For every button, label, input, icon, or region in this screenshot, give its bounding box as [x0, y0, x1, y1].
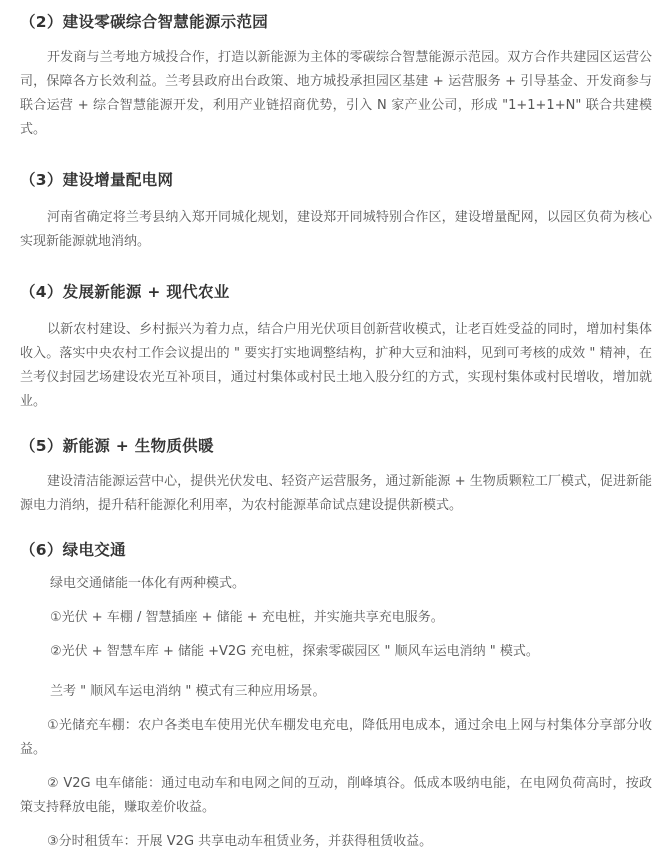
section-zero-carbon-park [20, 10, 652, 142]
modes-intro: 绿电交通储能一体化有两种模式。 [50, 576, 246, 591]
section-heading: （6）绿电交通 [20, 541, 126, 559]
section-heading: （5）新能源 + 生物质供暖 [20, 437, 214, 455]
section-heading: （4）发展新能源 + 现代农业 [20, 283, 230, 301]
section-paragraph: 河南省确定将兰考县纳入郑开同城化规划，建设郑开同城特别合作区，建设增量配网，以园区负荷为核心实现新能源就地消纳。 [20, 210, 652, 249]
section-paragraph: 以新农村建设、乡村振兴为着力点，结合户用光伏项目创新营收模式，让老百姓受益的同时，增加村集体收入。落实中央农村工作会议提出的 " 要实打实地调整结构，扩种大豆和油料，见到可考核的成效 " 精神，在兰考仪封园艺场建设农光互补项目，通过村集体或村民土地入股分红的方式，实现村集体或村民增收，增加就业。 [20, 322, 652, 409]
section-heading: （3）建设增量配电网 [20, 171, 174, 189]
scene-item: ①光储充车棚：农户各类电车使用光伏车棚发电充电，降低用电成本，通过余电上网与村集体分享部分收益。 [20, 718, 652, 757]
mode-item: ②光伏 + 智慧车库 + 储能 +V2G 充电桩，探索零碳园区 " 顺风车运电消纳 " 模式。 [50, 644, 539, 659]
section-paragraph: 开发商与兰考地方城投合作，打造以新能源为主体的零碳综合智慧能源示范园。双方合作共建园区运营公司，保障各方长效利益。兰考县政府出台政策、地方城投承担园区基建 + 运营服务 + 引导基金、开发商参与联合运营 + 综合智慧能源开发，利用产业链招商优势，引入 N 家产业公司，形成 "1+1+1+N" 联合共建模式。 [20, 50, 652, 137]
scene-item: ③分时租赁车：开展 V2G 共享电动车租赁业务，并获得租赁收益。 [47, 834, 433, 849]
section-biomass-heating [20, 434, 652, 518]
scenes-intro: 兰考 " 顺风车运电消纳 " 模式有三种应用场景。 [50, 684, 326, 699]
section-heading: （2）建设零碳综合智慧能源示范园 [20, 13, 269, 31]
section-incremental-grid [20, 168, 652, 254]
mode-item: ①光伏 + 车棚 / 智慧插座 + 储能 + 充电桩，并实施共享充电服务。 [50, 610, 444, 625]
scene-item: ② V2G 电车储能：通过电动车和电网之间的互动，削峰填谷。低成本吸纳电能，在电网负荷高时，按政策支持释放电能，赚取差价收益。 [20, 776, 652, 815]
section-agriculture [20, 280, 652, 414]
section-paragraph: 建设清洁能源运营中心，提供光伏发电、轻资产运营服务，通过新能源 + 生物质颗粒工厂模式，促进新能源电力消纳，提升秸秆能源化利用率，为农村能源革命试点建设提供新模式。 [20, 474, 652, 513]
section-green-transport [20, 538, 652, 854]
